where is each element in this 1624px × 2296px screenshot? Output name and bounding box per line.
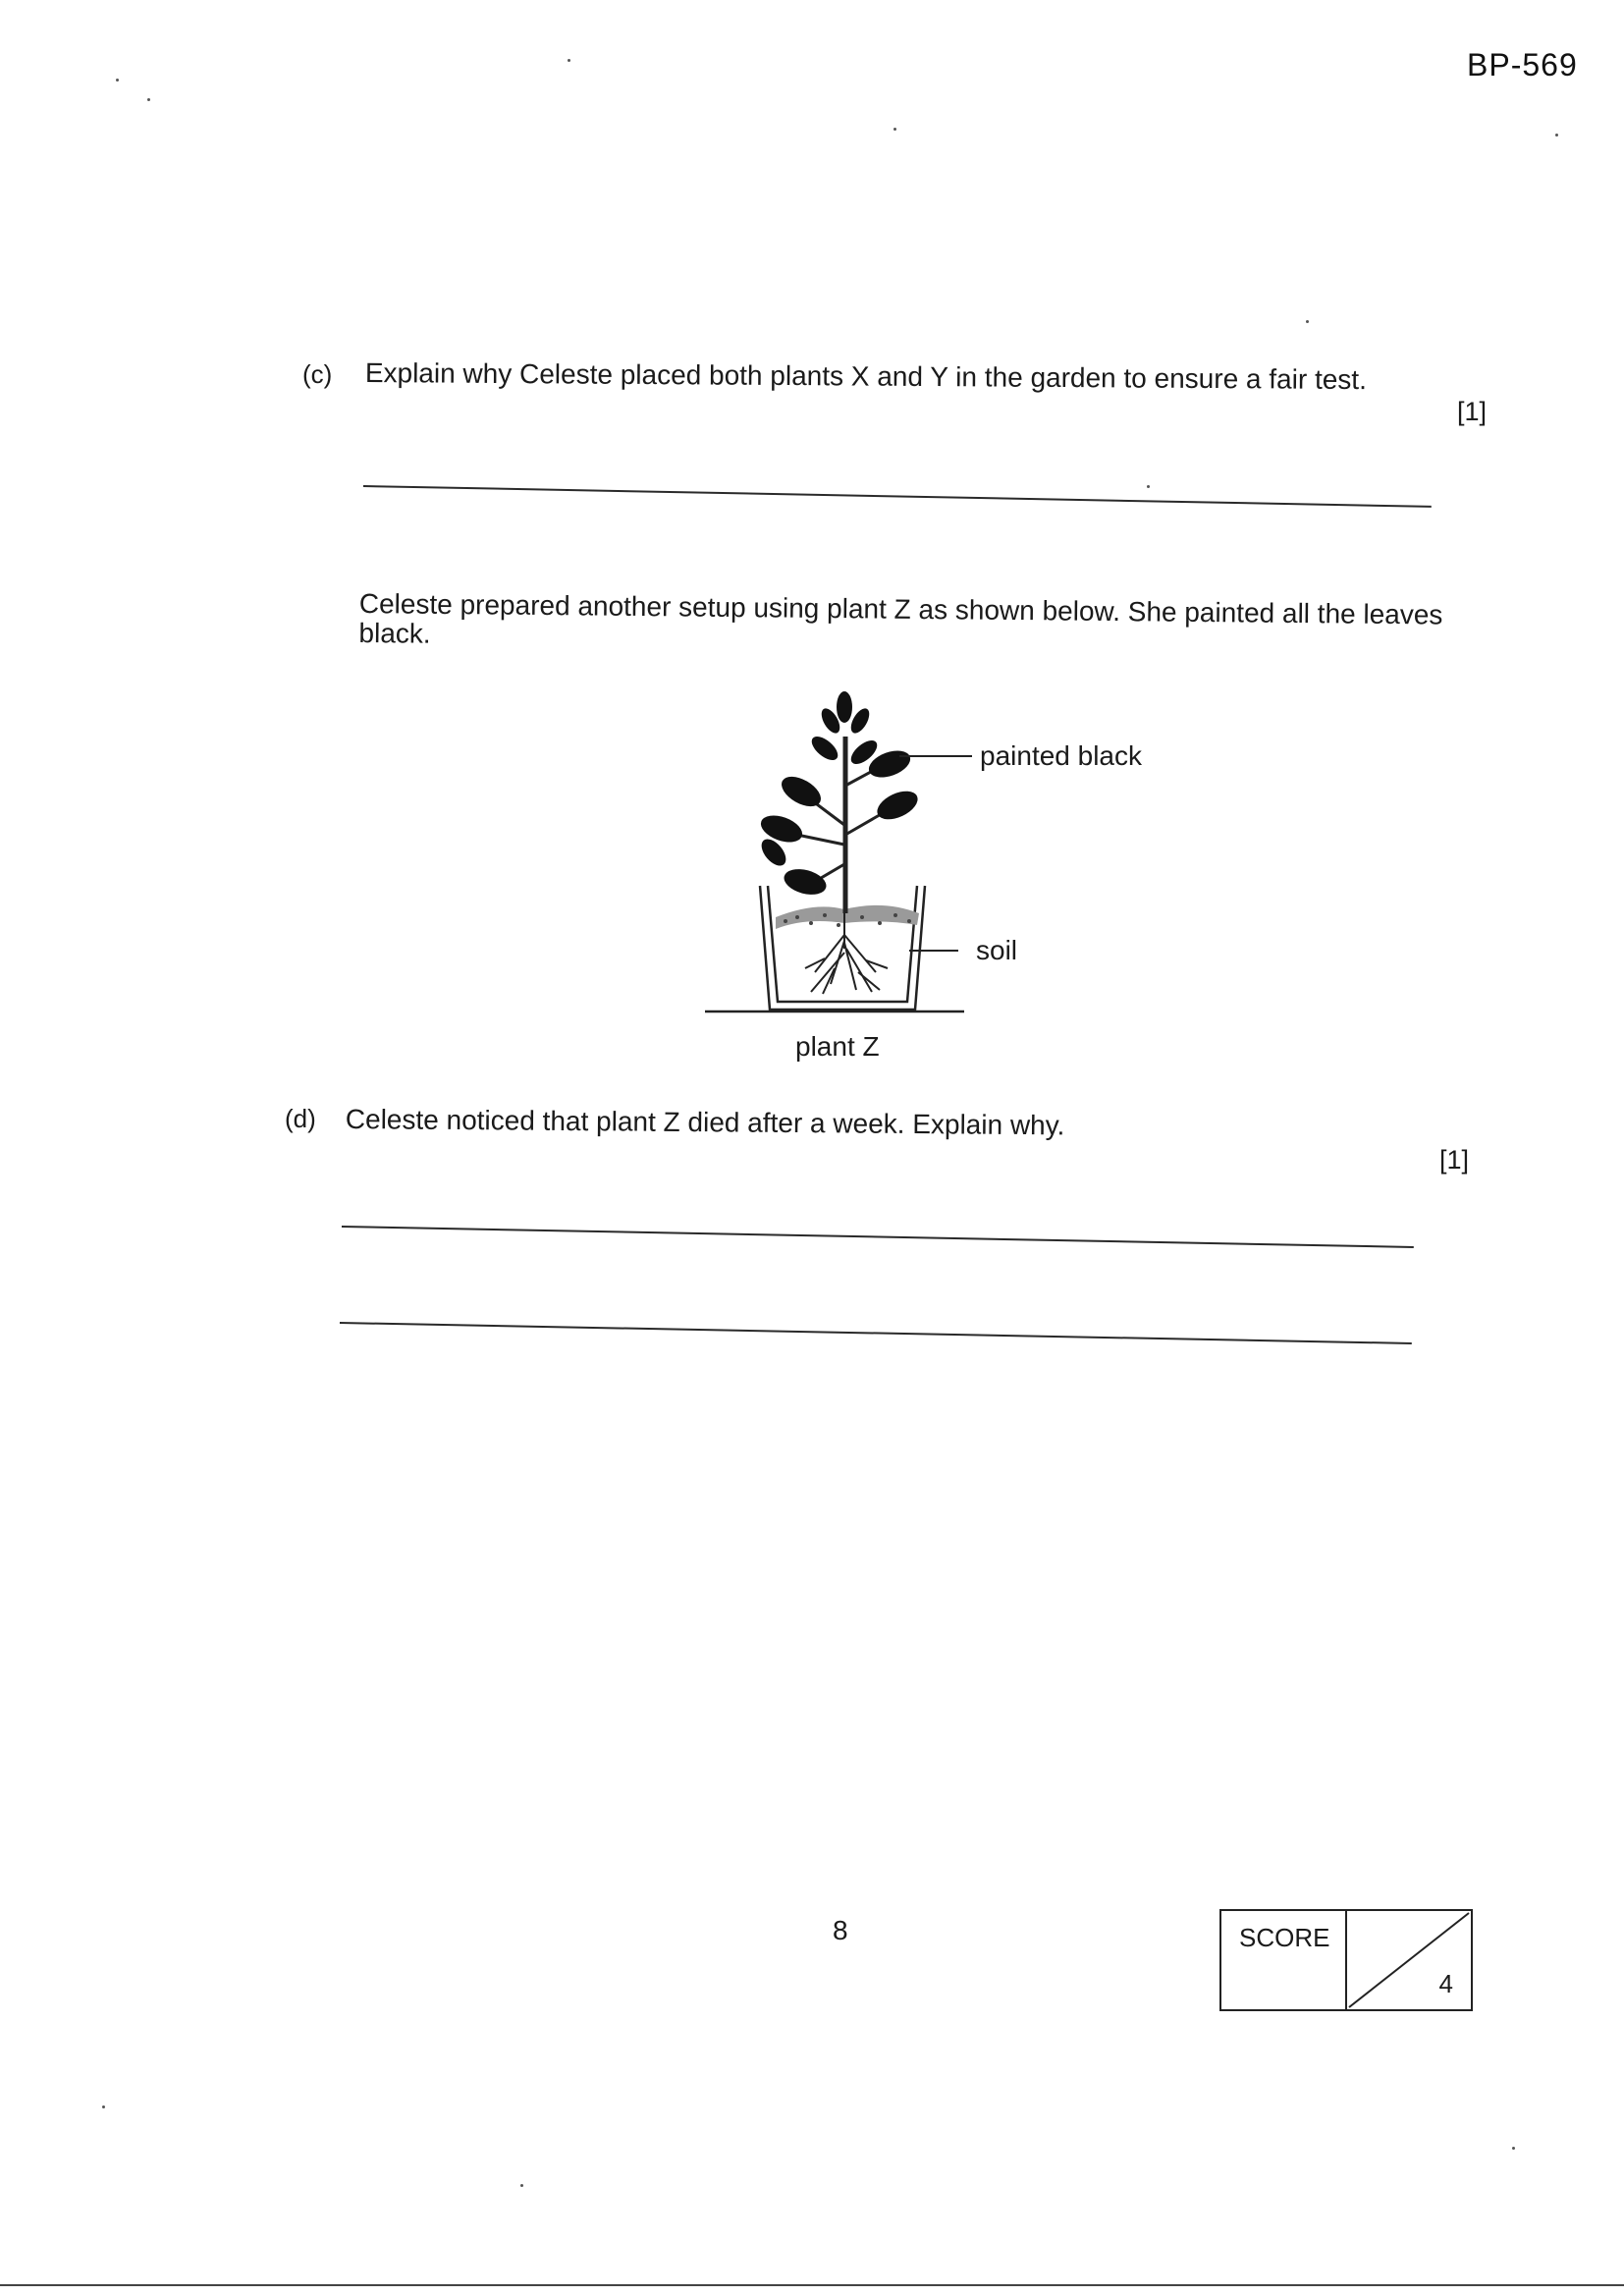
label-soil: soil xyxy=(976,935,1018,965)
answer-line-d-2[interactable] xyxy=(340,1322,1412,1344)
question-c-marks: [1] xyxy=(1457,397,1488,426)
score-total: 4 xyxy=(1438,1969,1453,1998)
score-label: SCORE xyxy=(1239,1923,1330,1952)
scan-speck xyxy=(568,59,570,62)
scan-speck xyxy=(1147,485,1150,488)
question-d-text: Celeste noticed that plant Z died after a week. Explain why. xyxy=(345,1104,1065,1141)
question-c-label: (c) xyxy=(302,359,333,389)
scan-speck xyxy=(147,98,150,101)
scan-speck xyxy=(893,128,896,131)
roots xyxy=(805,913,888,994)
label-painted-black: painted black xyxy=(980,740,1143,771)
answer-line-c[interactable] xyxy=(363,485,1432,508)
scan-speck xyxy=(1512,2147,1515,2150)
scan-edge-line xyxy=(0,2284,1624,2286)
setup-description: Celeste prepared another setup using plant Z as shown below. She painted all the leaves black. xyxy=(358,588,1443,649)
scan-speck xyxy=(1555,134,1558,137)
diagram-caption: plant Z xyxy=(795,1031,880,1062)
question-d-marks: [1] xyxy=(1439,1145,1470,1175)
page-number: 8 xyxy=(833,1915,848,1945)
plant-z-diagram xyxy=(687,678,1276,1090)
scan-speck xyxy=(116,79,119,82)
scan-speck xyxy=(1306,320,1309,323)
score-box xyxy=(1219,1909,1473,2011)
question-d-label: (d) xyxy=(285,1104,316,1133)
paper-code: BP-569 xyxy=(1467,47,1578,82)
answer-line-d-1[interactable] xyxy=(342,1226,1414,1248)
scan-speck xyxy=(520,2184,523,2187)
scan-speck xyxy=(102,2105,105,2108)
question-c-text: Explain why Celeste placed both plants X and Y in the garden to ensure a fair test. xyxy=(364,357,1368,396)
